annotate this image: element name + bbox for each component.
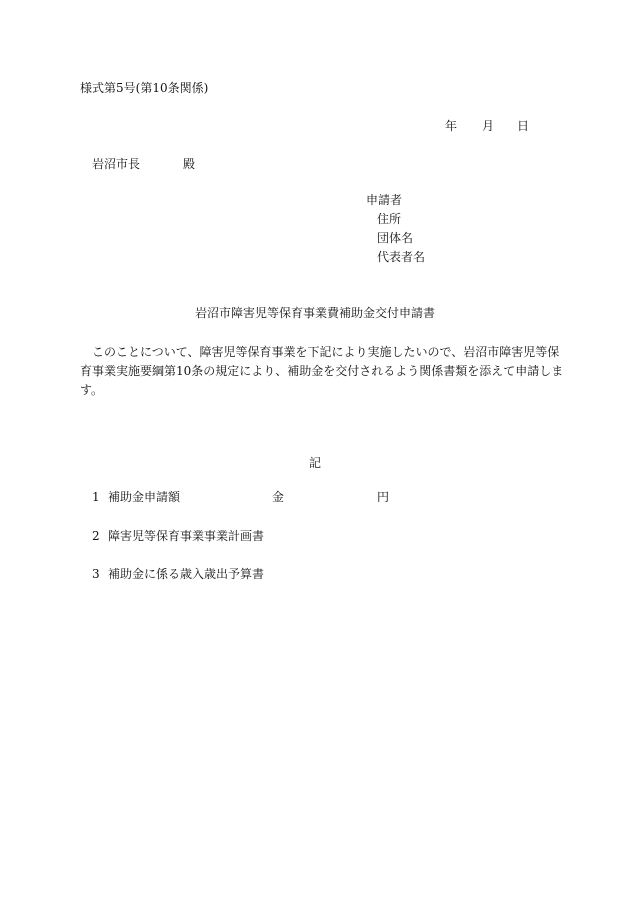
list-item (92, 491, 180, 503)
applicant-representative-label: 代表者名 (377, 250, 426, 264)
item-number: 2 (92, 529, 100, 543)
document-title: 岩沼市障害児等保育事業費補助金交付申請書 (194, 306, 435, 320)
date-month: 月 (482, 119, 495, 133)
item-label: 障害児等保育事業事業計画書 (108, 529, 265, 543)
form-number: 様式第5号(第10条関係) (80, 81, 209, 95)
item-label: 補助金申請額 (108, 490, 181, 504)
amount-suffix: 円 (377, 490, 390, 504)
addressee-name: 岩沼市長 (92, 157, 141, 171)
date-day: 日 (517, 119, 530, 133)
applicant-organization-label: 団体名 (377, 231, 414, 245)
ki-heading: 記 (308, 456, 321, 470)
amount-prefix: 金 (272, 490, 285, 504)
addressee-honorific: 殿 (183, 157, 196, 171)
body-text: このことについて、障害児等保育事業を下記により実施したいので、岩沼市障害児等保育事業実施要綱第10条の規定により、補助金を交付されるよう関係書類を添えて申請します。 (80, 345, 564, 397)
list-item (92, 568, 264, 580)
list-item (92, 530, 264, 542)
applicant-address-label: 住所 (377, 212, 402, 226)
date-year: 年 (445, 119, 458, 133)
item-label: 補助金に係る歳入歳出予算書 (108, 567, 265, 581)
body-paragraph (80, 343, 565, 400)
applicant-heading: 申請者 (366, 193, 403, 207)
item-number: 1 (92, 490, 100, 504)
item-number: 3 (92, 567, 100, 581)
